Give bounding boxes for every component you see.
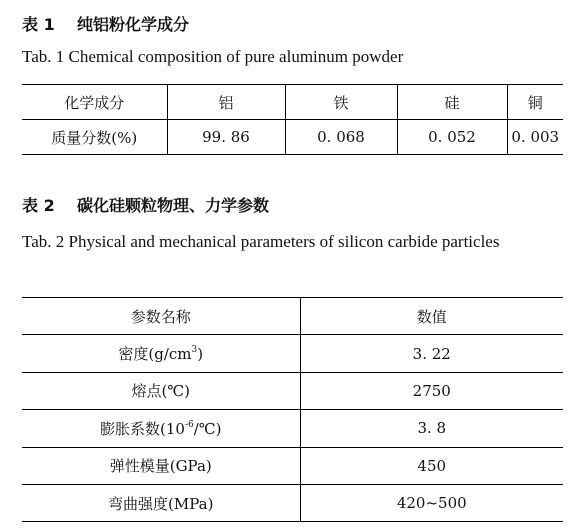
param-name-suffix: ) <box>197 345 204 364</box>
table2-row <box>22 447 563 484</box>
param-value: 420~500 <box>300 484 563 521</box>
table1-header-cell: 化学成分 <box>64 93 125 112</box>
table1-header-cell: 铜 <box>507 85 563 120</box>
param-name-cell <box>22 410 300 447</box>
table2-caption-chinese: 表 2 碳化硅颗粒物理、力学参数 <box>22 196 269 215</box>
table2-silicon-carbide-parameters <box>22 297 563 522</box>
table2-row <box>22 335 563 372</box>
table1-header-cell: 铝 <box>167 85 285 120</box>
table2-row <box>22 410 563 447</box>
table1-cell: 99. 86 <box>167 120 285 155</box>
table1-header-cell: 硅 <box>397 85 507 120</box>
table1-cell: 0. 068 <box>285 120 397 155</box>
table1-cell: 质量分数(%) <box>22 120 167 155</box>
param-name: 密度(g/cm <box>118 345 192 364</box>
table2-header-row <box>22 298 563 335</box>
param-name: 膨胀系数(10 <box>100 419 185 438</box>
param-name-cell <box>22 447 300 484</box>
table2-row <box>22 484 563 521</box>
param-name: 弹性模量(GPa) <box>109 457 212 476</box>
table1-header-cell: 铁 <box>285 85 397 120</box>
param-name-superscript: -6 <box>184 419 194 430</box>
table1-cell: 0. 052 <box>397 120 507 155</box>
table1-header-row <box>22 85 563 120</box>
param-value: 450 <box>300 447 563 484</box>
param-name-cell <box>22 372 300 409</box>
table2-header-cell: 数值 <box>300 298 563 335</box>
param-name: 熔点(℃) <box>131 382 190 401</box>
param-name-cell <box>22 484 300 521</box>
param-name-cell <box>22 335 300 372</box>
table2-row <box>22 372 563 409</box>
table1-chemical-composition <box>22 84 563 155</box>
table1-caption-english: Tab. 1 Chemical composition of pure aluminum powder <box>22 47 404 66</box>
param-name-suffix: /℃) <box>193 419 222 438</box>
param-name-superscript: 3 <box>191 345 198 356</box>
param-value: 3. 8 <box>300 410 563 447</box>
param-value: 2750 <box>300 372 563 409</box>
table1-cell: 0. 003 <box>507 120 563 155</box>
param-value: 3. 22 <box>300 335 563 372</box>
table2-header-cell: 参数名称 <box>130 307 191 326</box>
table1-data-row <box>22 120 563 155</box>
table2-caption-english: Tab. 2 Physical and mechanical parameters of silicon carbide particles <box>22 232 500 251</box>
param-name: 弯曲强度(MPa) <box>108 494 214 513</box>
table1-caption-chinese: 表 1 纯铝粉化学成分 <box>22 15 189 34</box>
